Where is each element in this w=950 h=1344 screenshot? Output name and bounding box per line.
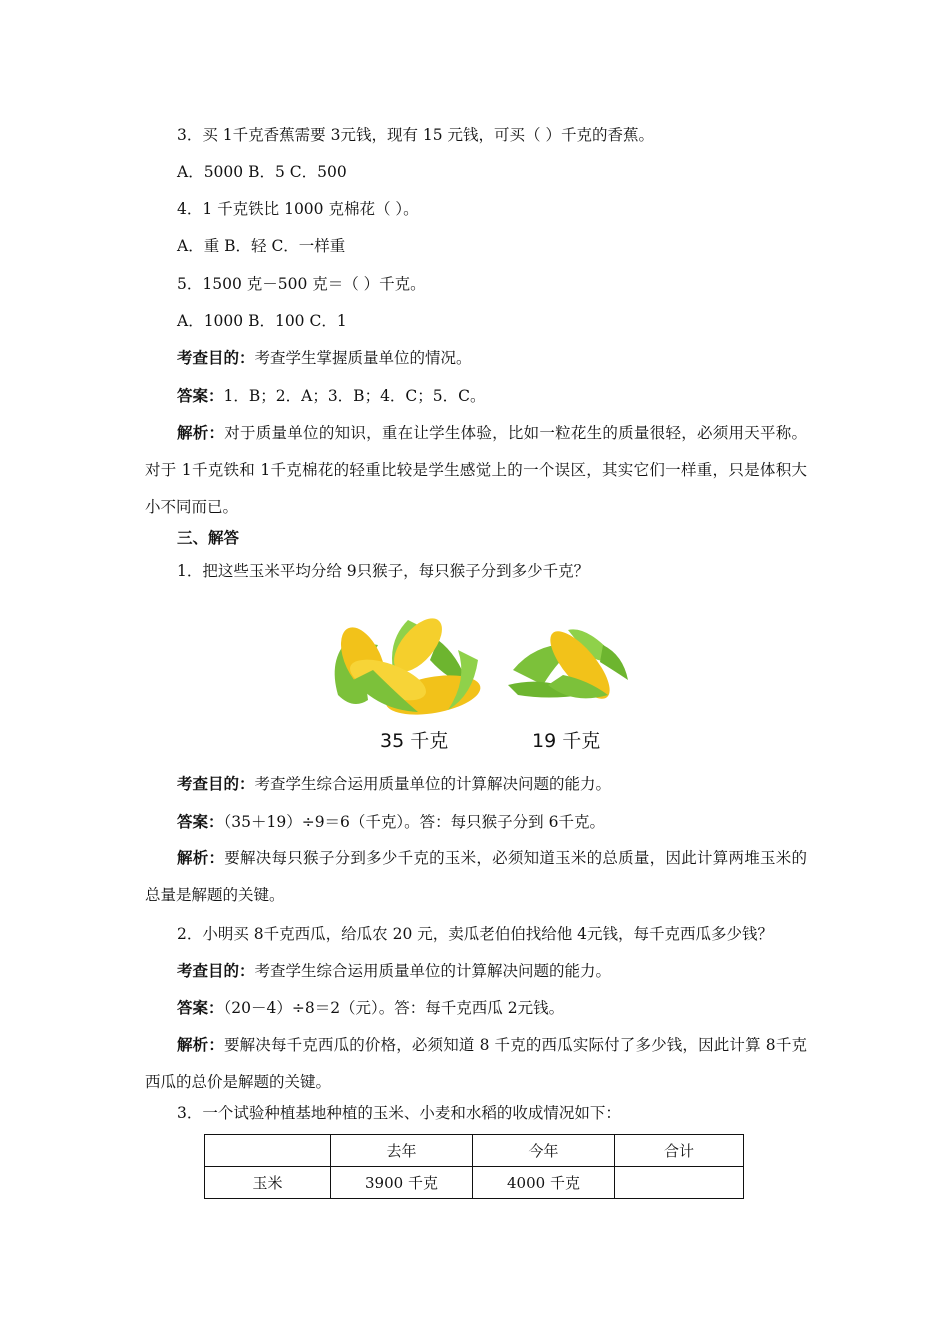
- analysis-label: 解析：: [177, 423, 225, 442]
- analysis-label: 解析：: [177, 1035, 224, 1054]
- problem-1-question: 1．把这些玉米平均分给 9只猴子，每只猴子分到多少千克？: [177, 562, 590, 580]
- corn-cob-right-icon: [508, 623, 628, 708]
- question-3-options: A．5000 B．5 C．500: [177, 163, 347, 181]
- corn-pile-left-icon: [332, 610, 484, 721]
- section2-answer: [177, 386, 486, 406]
- question-5-options: A．1000 B．100 C．1: [177, 312, 347, 330]
- table-header-cell: 今年: [473, 1135, 615, 1167]
- table-header-cell: 去年: [331, 1135, 473, 1167]
- purpose-text: 考查学生掌握质量单位的情况。: [254, 349, 472, 367]
- section2-analysis: [145, 414, 807, 526]
- question-5: 5．1500 克－500 克＝（ ）千克。: [177, 275, 426, 293]
- answer-text: 1．B；2．A；3．B；4．C；5．C。: [223, 387, 486, 405]
- harvest-table: [204, 1134, 744, 1199]
- answer-label: 答案：: [177, 998, 224, 1017]
- section2-purpose: [177, 348, 472, 368]
- table-header-cell: 合计: [615, 1135, 744, 1167]
- question-4: 4．1 千克铁比 1000 克棉花（ ）。: [177, 200, 419, 218]
- problem-2-question: 2．小明买 8千克西瓜，给瓜农 20 元，卖瓜老伯伯找给他 4元钱，每千克西瓜多少钱？: [177, 925, 774, 943]
- problem-1-answer: [177, 812, 605, 832]
- purpose-label: 考查目的：: [177, 774, 255, 793]
- answer-text: （35＋19）÷9＝6（千克）。答：每只猴子分到 6千克。: [223, 813, 605, 831]
- corn-right-weight: 19 千克: [532, 730, 601, 752]
- table-header-row: [205, 1135, 744, 1167]
- analysis-text: 要解决每千克西瓜的价格，必须知道 8 千克的西瓜实际付了多少钱，因此计算 8千克西瓜的总价是解题的关键。: [145, 1036, 807, 1091]
- table-row: [205, 1167, 744, 1199]
- section3-heading: 三、解答: [177, 528, 240, 547]
- answer-label: 答案：: [177, 386, 224, 405]
- purpose-text: 考查学生综合运用质量单位的计算解决问题的能力。: [254, 775, 612, 793]
- analysis-text: 对于质量单位的知识，重在让学生体验，比如一粒花生的质量很轻，必须用天平称。对于 1千克铁和 1千克棉花的轻重比较是学生感觉上的一个误区，其实它们一样重，只是体积大小不同而已。: [145, 424, 807, 516]
- problem-3-question: 3．一个试验种植基地种植的玉米、小麦和水稻的收成情况如下：: [177, 1104, 621, 1122]
- problem-2-purpose: [177, 961, 611, 981]
- answer-label: 答案：: [177, 812, 224, 831]
- problem-2-analysis: [145, 1026, 807, 1101]
- purpose-label: 考查目的：: [177, 961, 255, 980]
- question-3: 3．买 1千克香蕉需要 3元钱，现有 15 元钱，可买（ ）千克的香蕉。: [177, 126, 654, 144]
- purpose-label: 考查目的：: [177, 348, 255, 367]
- corn-left-weight: 35 千克: [380, 730, 449, 752]
- problem-1-purpose: [177, 774, 611, 794]
- purpose-text: 考查学生综合运用质量单位的计算解决问题的能力。: [254, 962, 612, 980]
- table-cell: 玉米: [205, 1167, 331, 1199]
- problem-1-analysis: [145, 839, 807, 914]
- table-cell: [615, 1167, 744, 1199]
- problem-2-answer: [177, 998, 564, 1018]
- table-cell: 3900 千克: [331, 1167, 473, 1199]
- analysis-text: 要解决每只猴子分到多少千克的玉米，必须知道玉米的总质量，因此计算两堆玉米的总量是解题的关键。: [145, 849, 807, 904]
- table-header-cell: [205, 1135, 331, 1167]
- question-4-options: A．重 B．轻 C．一样重: [177, 237, 346, 255]
- answer-text: （20－4）÷8＝2（元）。答：每千克西瓜 2元钱。: [223, 999, 565, 1017]
- analysis-label: 解析：: [177, 848, 225, 867]
- table-cell: 4000 千克: [473, 1167, 615, 1199]
